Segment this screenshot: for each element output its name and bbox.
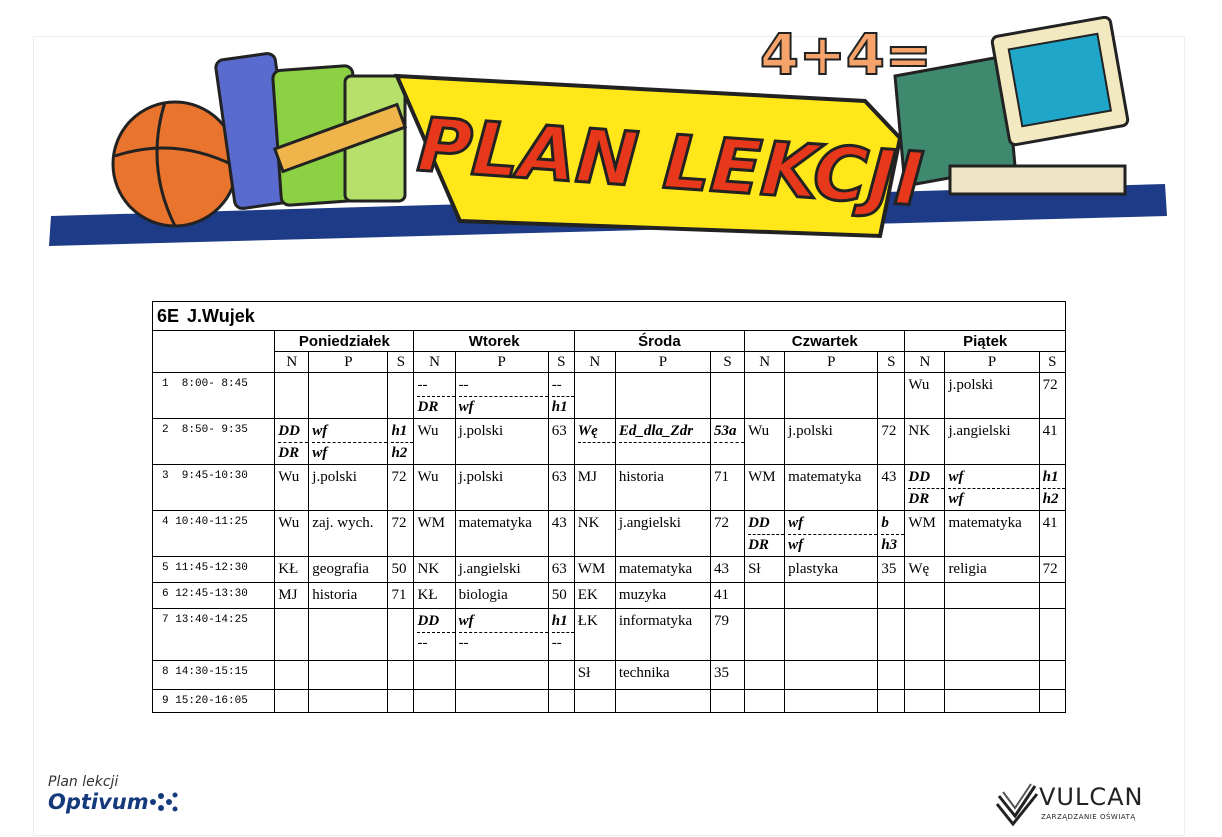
column-header-s: S xyxy=(548,352,574,373)
lesson-subject-name-cell xyxy=(309,511,388,557)
lesson-subject-name: wf xyxy=(459,611,548,633)
lesson-subject-name-cell xyxy=(785,465,878,511)
lesson-room-number: 63 xyxy=(551,469,567,485)
lesson-room-number-cell xyxy=(1039,583,1065,609)
lesson-teacher-code: WM xyxy=(577,561,606,577)
lesson-room-number-cell xyxy=(1039,690,1065,713)
lesson-teacher-code-cell xyxy=(414,583,455,609)
column-header-s: S xyxy=(878,352,905,373)
lesson-teacher-code-cell xyxy=(574,511,615,557)
lesson-subject-name: j.angielski xyxy=(948,423,1011,439)
lesson-room-number: 43 xyxy=(551,515,567,531)
lesson-teacher-code-cell xyxy=(905,609,945,661)
lesson-teacher-code: Wu xyxy=(908,377,930,393)
lesson-room-number: -- xyxy=(551,635,562,651)
lesson-teacher-code: MJ xyxy=(278,587,298,603)
lesson-teacher-code-cell xyxy=(275,557,309,583)
lesson-subject-name-cell xyxy=(785,609,878,661)
lesson-room-number: 41 xyxy=(1042,423,1058,439)
lesson-hour: 7 13:40-14:25 xyxy=(153,609,275,661)
column-header-p: P xyxy=(785,352,878,373)
lesson-room-number: 71 xyxy=(714,469,730,485)
lesson-teacher-code-cell xyxy=(745,511,785,557)
lesson-subject-name-cell xyxy=(615,690,710,713)
lesson-subject-name-cell xyxy=(945,419,1039,465)
lesson-room-number-cell xyxy=(878,511,905,557)
lesson-room-number-cell xyxy=(388,465,414,511)
lesson-teacher-code-cell xyxy=(275,465,309,511)
lesson-room-number-cell xyxy=(711,661,745,690)
lesson-subject-name: j.angielski xyxy=(618,515,681,531)
lesson-subject-name-cell xyxy=(615,465,710,511)
lesson-subject-name-cell xyxy=(309,557,388,583)
lesson-teacher-code: WM xyxy=(748,469,776,485)
lesson-teacher-code: NK xyxy=(908,423,931,439)
lesson-teacher-code: Wu xyxy=(278,515,300,531)
lesson-subject-name-cell xyxy=(785,511,878,557)
timetable-row xyxy=(153,419,1066,465)
lesson-subject-name: wf xyxy=(312,445,328,461)
lesson-teacher-code-cell xyxy=(745,609,785,661)
lesson-room-number-cell xyxy=(1039,557,1065,583)
lesson-subject-name-cell xyxy=(309,465,388,511)
timetable-row xyxy=(153,557,1066,583)
lesson-subject-name: Ed_dla_Zdr xyxy=(619,421,710,443)
lesson-subject-name-cell xyxy=(785,661,878,690)
lesson-subject-name-cell xyxy=(615,373,710,419)
lesson-subject-name-cell xyxy=(945,373,1039,419)
lesson-room-number: 35 xyxy=(714,665,730,681)
lesson-teacher-code: Wu xyxy=(278,469,300,485)
lesson-room-number-cell xyxy=(548,583,574,609)
lesson-room-number: 50 xyxy=(391,561,407,577)
lesson-subject-name-cell xyxy=(945,690,1039,713)
lesson-room-number: 43 xyxy=(714,561,730,577)
lesson-hour: 9 15:20-16:05 xyxy=(153,690,275,713)
lesson-subject-name-cell xyxy=(455,419,548,465)
lesson-subject-name-cell xyxy=(455,465,548,511)
lesson-subject-name-cell xyxy=(309,583,388,609)
column-header-n: N xyxy=(275,352,309,373)
banner-title: PLAN LEKCJI xyxy=(414,102,926,224)
lesson-room-number: h1 xyxy=(1043,467,1065,489)
lesson-room-number-cell xyxy=(548,557,574,583)
lesson-subject-name: j.angielski xyxy=(458,561,521,577)
class-title xyxy=(153,302,1066,331)
lesson-teacher-code: Sł xyxy=(577,665,591,681)
teacher-name: J.Wujek xyxy=(187,305,255,326)
lesson-teacher-code-cell xyxy=(574,465,615,511)
lesson-subject-name-cell xyxy=(945,661,1039,690)
day-header: Wtorek xyxy=(414,331,574,352)
lesson-subject-name: -- xyxy=(459,375,548,397)
lesson-teacher-code-cell xyxy=(275,690,309,713)
title-row xyxy=(153,302,1066,331)
lesson-room-number-cell xyxy=(1039,419,1065,465)
lesson-teacher-code: -- xyxy=(417,635,428,651)
lesson-teacher-code-cell xyxy=(414,511,455,557)
lesson-room-number: 41 xyxy=(714,587,730,603)
lesson-hour: 2 8:50- 9:35 xyxy=(153,419,275,465)
lesson-subject-name: wf xyxy=(948,491,964,507)
lesson-room-number-cell xyxy=(878,690,905,713)
lesson-subject-name-cell xyxy=(455,373,548,419)
lesson-room-number: 79 xyxy=(714,613,730,629)
lesson-subject-name: geografia xyxy=(312,561,369,577)
lesson-teacher-code: NK xyxy=(417,561,440,577)
lesson-room-number-cell xyxy=(878,465,905,511)
lesson-teacher-code-cell xyxy=(414,661,455,690)
lesson-hour: 8 14:30-15:15 xyxy=(153,661,275,690)
lesson-teacher-code-cell xyxy=(275,661,309,690)
lesson-subject-name-cell xyxy=(455,690,548,713)
timetable-row xyxy=(153,690,1066,713)
day-header-row xyxy=(153,331,1066,352)
column-header-n: N xyxy=(414,352,455,373)
lesson-teacher-code-cell xyxy=(905,419,945,465)
lesson-room-number-cell xyxy=(1039,511,1065,557)
lesson-room-number: 43 xyxy=(881,469,897,485)
lesson-teacher-code: NK xyxy=(577,515,600,531)
lesson-teacher-code-cell xyxy=(745,583,785,609)
lesson-subject-name: plastyka xyxy=(788,561,839,577)
timetable-row xyxy=(153,661,1066,690)
lesson-teacher-code-cell xyxy=(905,511,945,557)
lesson-teacher-code-cell xyxy=(905,583,945,609)
lesson-room-number-cell xyxy=(711,419,745,465)
lesson-subject-name-cell xyxy=(615,557,710,583)
lesson-subject-name: historia xyxy=(618,469,664,485)
timetable-body xyxy=(153,373,1066,713)
lesson-subject-name-cell xyxy=(615,511,710,557)
lesson-teacher-code-cell xyxy=(574,690,615,713)
lesson-teacher-code-cell xyxy=(414,690,455,713)
lesson-subject-name-cell xyxy=(615,661,710,690)
lesson-teacher-code: DD xyxy=(278,421,308,443)
lesson-room-number-cell xyxy=(1039,465,1065,511)
timetable xyxy=(152,301,1066,713)
lesson-teacher-code-cell xyxy=(905,465,945,511)
lesson-room-number-cell xyxy=(711,465,745,511)
lesson-room-number-cell xyxy=(388,583,414,609)
lesson-teacher-code-cell xyxy=(414,557,455,583)
lesson-room-number-cell xyxy=(548,373,574,419)
lesson-room-number-cell xyxy=(878,557,905,583)
lesson-room-number-cell xyxy=(548,609,574,661)
lesson-subject-name-cell xyxy=(309,609,388,661)
lesson-subject-name: matematyka xyxy=(458,515,532,531)
lesson-room-number: 72 xyxy=(714,515,730,531)
lesson-room-number: h3 xyxy=(881,537,898,553)
lesson-teacher-code: MJ xyxy=(577,469,597,485)
lesson-teacher-code-cell xyxy=(414,373,455,419)
lesson-subject-name: historia xyxy=(312,587,358,603)
lesson-room-number: 72 xyxy=(881,423,897,439)
lesson-room-number-cell xyxy=(878,419,905,465)
lesson-room-number-cell xyxy=(1039,609,1065,661)
lesson-room-number-cell xyxy=(388,557,414,583)
lesson-teacher-code: Wu xyxy=(748,423,770,439)
day-header: Piątek xyxy=(905,331,1066,352)
lesson-subject-name-cell xyxy=(785,583,878,609)
lesson-teacher-code-cell xyxy=(905,661,945,690)
column-header-n: N xyxy=(745,352,785,373)
lesson-subject-name: wf xyxy=(312,421,387,443)
timetable-row xyxy=(153,583,1066,609)
lesson-room-number-cell xyxy=(548,465,574,511)
lesson-teacher-code: Sł xyxy=(748,561,761,577)
lesson-teacher-code: WM xyxy=(908,515,936,531)
keyboard-icon xyxy=(950,166,1125,194)
day-header: Poniedziałek xyxy=(275,331,414,352)
lesson-subject-name-cell xyxy=(785,690,878,713)
lesson-room-number-cell xyxy=(878,583,905,609)
lesson-room-number-cell xyxy=(388,690,414,713)
optivum-caption: Plan lekcji xyxy=(48,774,119,790)
lesson-subject-name-cell xyxy=(945,465,1039,511)
lesson-teacher-code: Wu xyxy=(417,423,439,439)
lesson-hour: 3 9:45-10:30 xyxy=(153,465,275,511)
lesson-room-number-cell xyxy=(388,661,414,690)
lesson-teacher-code: ŁK xyxy=(577,613,598,629)
lesson-subject-name: matematyka xyxy=(948,515,1022,531)
column-header-s: S xyxy=(388,352,414,373)
lesson-room-number-cell xyxy=(711,511,745,557)
lesson-room-number: h1 xyxy=(551,399,568,415)
lesson-subject-name-cell xyxy=(455,557,548,583)
lesson-room-number: 72 xyxy=(391,469,407,485)
lesson-teacher-code-cell xyxy=(574,373,615,419)
lesson-teacher-code-cell xyxy=(275,609,309,661)
lesson-teacher-code-cell xyxy=(745,661,785,690)
lesson-teacher-code: DR xyxy=(278,445,300,461)
lesson-teacher-code: DD xyxy=(748,513,784,535)
lesson-room-number-cell xyxy=(548,690,574,713)
lesson-subject-name: matematyka xyxy=(788,469,862,485)
lesson-subject-name-cell xyxy=(945,557,1039,583)
optivum-wordmark: Optivum xyxy=(48,790,149,814)
lesson-room-number: 71 xyxy=(391,587,407,603)
column-header-n: N xyxy=(905,352,945,373)
vulcan-tagline: ZARZĄDZANIE OŚWIATĄ xyxy=(1041,813,1136,821)
lesson-room-number: 41 xyxy=(1042,515,1058,531)
timetable-row xyxy=(153,609,1066,661)
lesson-room-number-cell xyxy=(711,609,745,661)
lesson-subject-name: matematyka xyxy=(618,561,693,577)
lesson-teacher-code-cell xyxy=(905,373,945,419)
lesson-teacher-code-cell xyxy=(745,419,785,465)
lesson-subject-name: j.polski xyxy=(458,423,504,439)
lesson-subject-name: informatyka xyxy=(618,613,693,629)
header-banner xyxy=(45,16,1175,248)
lesson-room-number-cell xyxy=(1039,661,1065,690)
lesson-subject-name-cell xyxy=(455,661,548,690)
vulcan-wordmark: VULCAN xyxy=(1039,783,1144,811)
lesson-teacher-code: Wę xyxy=(578,421,615,443)
column-header-row xyxy=(153,352,1066,373)
lesson-room-number-cell xyxy=(388,511,414,557)
lesson-teacher-code-cell xyxy=(574,583,615,609)
lesson-hour: 6 12:45-13:30 xyxy=(153,583,275,609)
lesson-room-number: b xyxy=(881,513,904,535)
vulcan-emblem-icon xyxy=(995,780,1039,826)
column-header-n: N xyxy=(574,352,615,373)
lesson-teacher-code: DD xyxy=(908,467,944,489)
lesson-teacher-code-cell xyxy=(574,609,615,661)
lesson-room-number: 63 xyxy=(551,561,567,577)
lesson-room-number-cell xyxy=(878,373,905,419)
lesson-room-number: 72 xyxy=(391,515,407,531)
lesson-teacher-code: WM xyxy=(417,515,445,531)
banner-illustration xyxy=(45,16,1175,248)
lesson-subject-name-cell xyxy=(615,609,710,661)
lesson-subject-name: wf xyxy=(458,399,474,415)
lesson-subject-name: wf xyxy=(788,513,877,535)
lesson-room-number-cell xyxy=(711,373,745,419)
lesson-room-number: h1 xyxy=(552,611,574,633)
lesson-teacher-code-cell xyxy=(275,419,309,465)
lesson-room-number-cell xyxy=(878,609,905,661)
lesson-teacher-code-cell xyxy=(905,690,945,713)
lesson-subject-name-cell xyxy=(945,609,1039,661)
lesson-subject-name: wf xyxy=(788,537,804,553)
lesson-room-number-cell xyxy=(711,690,745,713)
lesson-teacher-code: Wu xyxy=(417,469,439,485)
lesson-subject-name: wf xyxy=(948,467,1038,489)
lesson-teacher-code-cell xyxy=(574,661,615,690)
lesson-teacher-code-cell xyxy=(745,373,785,419)
lesson-teacher-code-cell xyxy=(414,465,455,511)
vulcan-logo xyxy=(995,780,1170,830)
lesson-subject-name: -- xyxy=(458,635,469,651)
lesson-teacher-code: -- xyxy=(417,375,454,397)
basketball-icon xyxy=(113,102,237,226)
hours-header xyxy=(153,331,275,373)
lesson-room-number: -- xyxy=(552,375,574,397)
lesson-room-number: 72 xyxy=(1042,561,1058,577)
lesson-subject-name-cell xyxy=(309,373,388,419)
lesson-room-number-cell xyxy=(388,419,414,465)
lesson-subject-name: religia xyxy=(948,561,987,577)
lesson-subject-name-cell xyxy=(945,583,1039,609)
lesson-teacher-code-cell xyxy=(414,419,455,465)
lesson-room-number-cell xyxy=(388,609,414,661)
lesson-room-number: 72 xyxy=(1042,377,1058,393)
lesson-room-number-cell xyxy=(388,373,414,419)
day-header: Środa xyxy=(574,331,744,352)
lesson-subject-name-cell xyxy=(785,419,878,465)
lesson-teacher-code: DR xyxy=(908,491,930,507)
lesson-room-number: h1 xyxy=(391,421,413,443)
lesson-subject-name-cell xyxy=(945,511,1039,557)
lesson-subject-name: j.polski xyxy=(458,469,504,485)
lesson-teacher-code-cell xyxy=(275,511,309,557)
lesson-teacher-code-cell xyxy=(275,373,309,419)
timetable-row xyxy=(153,465,1066,511)
banner-equation: 4+4= xyxy=(760,23,932,88)
lesson-hour: 5 11:45-12:30 xyxy=(153,557,275,583)
lesson-room-number-cell xyxy=(878,661,905,690)
lesson-subject-name: j.polski xyxy=(312,469,357,485)
lesson-teacher-code: DD xyxy=(417,611,454,633)
lesson-subject-name: j.polski xyxy=(788,423,833,439)
lesson-subject-name-cell xyxy=(309,661,388,690)
column-header-s: S xyxy=(711,352,745,373)
lesson-room-number-cell xyxy=(548,661,574,690)
lesson-room-number: 50 xyxy=(551,587,567,603)
lesson-subject-name-cell xyxy=(455,583,548,609)
lesson-teacher-code: DR xyxy=(748,537,769,553)
day-header: Czwartek xyxy=(745,331,905,352)
lesson-subject-name: zaj. wych. xyxy=(312,515,374,531)
lesson-teacher-code-cell xyxy=(745,465,785,511)
lesson-room-number: 53a xyxy=(714,421,744,443)
class-code: 6E xyxy=(157,305,180,326)
timetable-row xyxy=(153,511,1066,557)
lesson-teacher-code: KŁ xyxy=(417,587,438,603)
lesson-room-number-cell xyxy=(711,583,745,609)
lesson-teacher-code: DR xyxy=(417,399,439,415)
column-header-p: P xyxy=(945,352,1039,373)
lesson-subject-name-cell xyxy=(455,511,548,557)
lesson-teacher-code-cell xyxy=(745,557,785,583)
column-header-s: S xyxy=(1039,352,1065,373)
column-header-p: P xyxy=(615,352,710,373)
lesson-teacher-code: EK xyxy=(577,587,598,603)
lesson-room-number-cell xyxy=(548,511,574,557)
lesson-subject-name-cell xyxy=(615,419,710,465)
lesson-room-number-cell xyxy=(548,419,574,465)
lesson-teacher-code: Wę xyxy=(908,561,930,577)
lesson-subject-name: biologia xyxy=(458,587,508,603)
lesson-teacher-code-cell xyxy=(745,690,785,713)
lesson-teacher-code-cell xyxy=(905,557,945,583)
column-header-p: P xyxy=(309,352,388,373)
lesson-hour: 1 8:00- 8:45 xyxy=(153,373,275,419)
lesson-teacher-code-cell xyxy=(275,583,309,609)
lesson-subject-name-cell xyxy=(615,583,710,609)
lesson-room-number: 63 xyxy=(551,423,567,439)
lesson-subject-name: muzyka xyxy=(618,587,667,603)
lesson-teacher-code-cell xyxy=(414,609,455,661)
lesson-room-number-cell xyxy=(1039,373,1065,419)
timetable-row xyxy=(153,373,1066,419)
lesson-subject-name-cell xyxy=(785,373,878,419)
lesson-room-number: h2 xyxy=(1042,491,1059,507)
optivum-dots-icon xyxy=(149,791,179,813)
column-header-p: P xyxy=(455,352,548,373)
lesson-teacher-code: KŁ xyxy=(278,561,299,577)
lesson-teacher-code-cell xyxy=(574,557,615,583)
lesson-subject-name-cell xyxy=(309,419,388,465)
lesson-subject-name-cell xyxy=(785,557,878,583)
optivum-logo xyxy=(48,774,179,814)
lesson-room-number-cell xyxy=(711,557,745,583)
lesson-room-number: h2 xyxy=(391,445,408,461)
lesson-subject-name: j.polski xyxy=(948,377,994,393)
lesson-subject-name: technika xyxy=(618,665,670,681)
lesson-subject-name-cell xyxy=(455,609,548,661)
lesson-subject-name-cell xyxy=(309,690,388,713)
lesson-teacher-code-cell xyxy=(574,419,615,465)
lesson-room-number: 35 xyxy=(881,561,897,577)
lesson-hour: 4 10:40-11:25 xyxy=(153,511,275,557)
